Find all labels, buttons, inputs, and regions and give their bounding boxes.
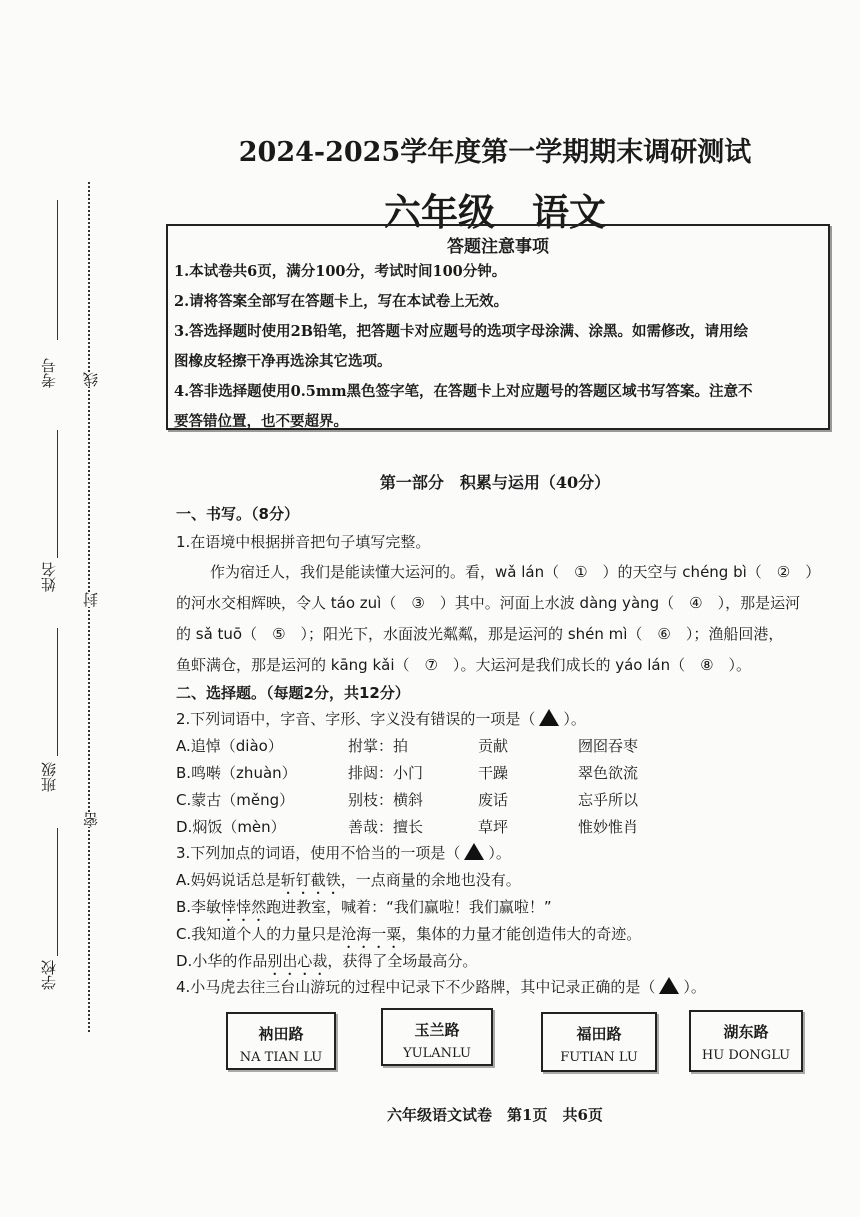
- q3-option-a: [176, 869, 521, 898]
- notice-line: 要答错位置，也不要超界。: [174, 413, 348, 430]
- option-cell: B.鸣啭（zhuàn）: [176, 764, 297, 782]
- q1-stem: 1.在语境中根据拼音把句子填写完整。: [176, 533, 431, 551]
- road-sign-chinese: 衲田路: [258, 1025, 304, 1043]
- passage-line: 鱼虾满仓，那是运河的 kāng kǎi（ ⑦ ）。大运河是我们成长的 yáo lán（ ⑧ ）。: [176, 656, 752, 674]
- road-sign-chinese: 福田路: [576, 1025, 622, 1043]
- road-sign: [541, 1012, 657, 1072]
- option-cell: A.追悼（diào）: [176, 737, 283, 755]
- binding-line: [88, 182, 90, 1032]
- road-sign-chinese: 湖东路: [723, 1023, 769, 1041]
- q2-stem-text: 2.下列词语中，字音、字形、字义没有错误的一项是（: [176, 710, 536, 728]
- option-cell: 草坪: [478, 818, 509, 836]
- option-cell: 囫囵吞枣: [578, 737, 639, 755]
- q4-stem: [176, 976, 706, 997]
- q3-option-d: [176, 950, 477, 979]
- exam-number-label: 考号: [40, 358, 58, 388]
- notice-line: 3.答选择题时使用2B铅笔，把答题卡对应题号的选项字母涂满、涂黑。如需修改，请用绘: [174, 323, 748, 340]
- option-cell: 干躁: [478, 764, 509, 782]
- option-text: A.妈妈说话总是: [176, 871, 281, 889]
- option-cell: 惟妙惟肖: [578, 818, 639, 836]
- exam-title: 2024-2025学年度第一学期期末调研测试: [238, 137, 752, 168]
- option-text: ，集体的力量才能创造伟大的奇迹。: [401, 925, 642, 943]
- dotted-phrase: 斩钉截铁: [280, 871, 341, 889]
- q4-stem-end: ）。: [683, 978, 706, 996]
- option-cell: 拊掌：拍: [348, 737, 409, 755]
- option-cell: 善哉：擅长: [348, 818, 424, 836]
- answer-triangle-icon: [464, 843, 484, 860]
- passage-line: 的河水交相辉映，令人 táo zuì（ ③ ）其中。河面上水波 dàng yàng（ ④ ），那是运河: [176, 594, 801, 612]
- fold-char-feng: 封: [82, 592, 100, 607]
- name-rule: [57, 430, 58, 558]
- q3-stem-end: ）。: [488, 844, 511, 862]
- fold-char-xian: 线: [82, 372, 100, 387]
- option-cell: 贡献: [478, 737, 509, 755]
- option-cell: C.蒙古（měng）: [176, 791, 295, 809]
- road-sign-pinyin: FUTIAN LU: [560, 1050, 638, 1065]
- option-cell: 排闼：小门: [348, 764, 424, 782]
- road-sign-chinese: 玉兰路: [414, 1021, 460, 1039]
- class-label: 班级: [40, 762, 58, 792]
- option-text: ，一点商量的余地也没有。: [340, 871, 521, 889]
- notice-box: [166, 224, 830, 430]
- dotted-phrase: 沧海一粟: [341, 925, 402, 943]
- road-sign: [226, 1012, 336, 1070]
- q3-stem-text: 3.下列加点的词语，使用不恰当的一项是（: [176, 844, 461, 862]
- q4-stem-text: 4.小马虎去往三台山游玩的过程中记录下不少路牌，其中记录正确的是（: [176, 978, 656, 996]
- option-text: ，获得了全场最高分。: [327, 952, 478, 970]
- fold-char-mi: 密: [82, 812, 100, 827]
- option-cell: 废话: [478, 791, 509, 809]
- answer-triangle-icon: [539, 709, 559, 726]
- class-rule: [57, 628, 58, 756]
- dotted-phrase: 悻悻然: [221, 898, 267, 916]
- option-cell: 忘乎所以: [578, 791, 639, 809]
- option-text: 跑进教室，喊着：“我们赢啦！我们赢啦！”: [266, 898, 552, 916]
- q2-option-c: [176, 789, 638, 810]
- section2-heading: 二、选择题。（每题2分，共12分）: [176, 684, 410, 702]
- q2-stem-end: ）。: [563, 710, 586, 728]
- passage-line: 作为宿迁人，我们是能读懂大运河的。看，wǎ lán（ ① ）的天空与 chéng bì（ ② ）: [210, 563, 821, 581]
- exam-number-rule: [57, 200, 58, 340]
- option-text: C.我知道个人的力量只是: [176, 925, 342, 943]
- notice-line: 图橡皮轻擦干净再选涂其它选项。: [174, 353, 392, 370]
- exam-subtitle: 六年级 语文: [384, 190, 606, 234]
- q2-option-a: [176, 735, 638, 756]
- school-rule: [57, 828, 58, 956]
- q2-option-d: [176, 816, 638, 837]
- road-sign: [689, 1010, 803, 1072]
- option-cell: D.焖饭（mèn）: [176, 818, 286, 836]
- q3-stem: [176, 842, 511, 863]
- option-cell: 别枝：横斜: [348, 791, 424, 809]
- passage-line: 的 sǎ tuō（ ⑤ ）；阳光下，水面波光粼粼，那是运河的 shén mì（ ⑥ ）；渔船回港，: [176, 625, 784, 643]
- notice-line: 1.本试卷共6页，满分100分，考试时间100分钟。: [174, 263, 507, 280]
- part1-title: 第一部分 积累与运用（40分）: [379, 473, 611, 492]
- q2-option-b: [176, 762, 638, 783]
- road-sign-pinyin: NA TIAN LU: [239, 1050, 323, 1065]
- name-label: 姓名: [40, 562, 58, 592]
- dotted-phrase: 别出心裁: [267, 952, 328, 970]
- road-sign-pinyin: YULANLU: [403, 1046, 471, 1061]
- road-sign-pinyin: HU DONGLU: [701, 1048, 791, 1063]
- q2-stem: [176, 708, 586, 729]
- answer-triangle-icon: [659, 977, 679, 994]
- notice-title: 答题注意事项: [447, 237, 549, 257]
- school-label: 学校: [40, 960, 58, 990]
- section1-heading: 一、书写。（8分）: [176, 505, 299, 523]
- notice-line: 4.答非选择题使用0.5mm黑色签字笔，在答题卡上对应题号的答题区域书写答案。注意不: [174, 383, 753, 400]
- option-text: D.小华的作品: [176, 952, 268, 970]
- page-footer: 六年级语文试卷 第1页 共6页: [387, 1106, 603, 1124]
- road-sign: [381, 1008, 493, 1066]
- q3-option-c: [176, 923, 641, 952]
- option-cell: 翠色欲流: [578, 764, 639, 782]
- notice-line: 2.请将答案全部写在答题卡上，写在本试卷上无效。: [174, 293, 509, 310]
- option-text: B.李敏: [176, 898, 222, 916]
- q3-option-b: [176, 896, 552, 925]
